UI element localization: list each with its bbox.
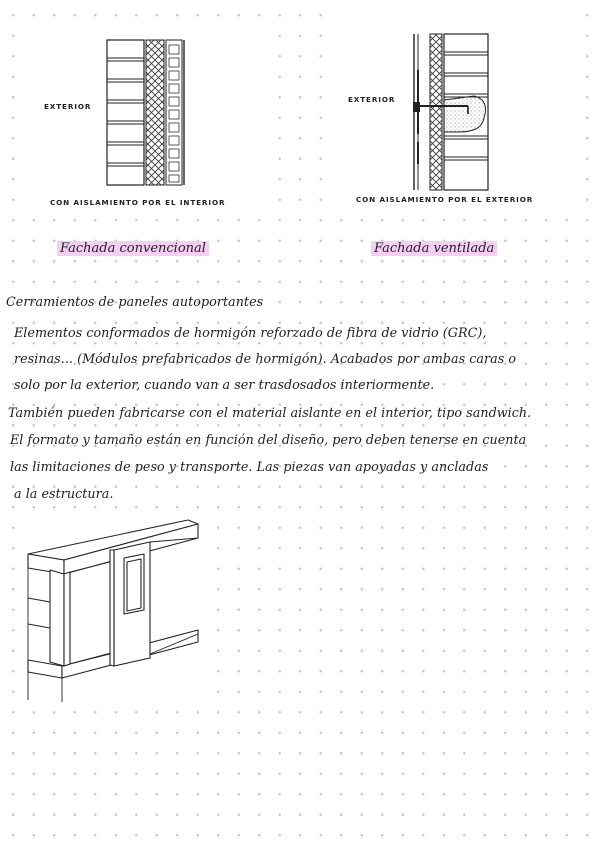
exterior-label: EXTERIOR [44,102,92,111]
panel-isometric-drawing [22,514,200,704]
wall-section-graphic [22,18,277,218]
notes-line: El formato y tamaño están en función del diseño, pero deben tenerse en cuenta [10,432,527,447]
section-drawing-interior-insulation [22,18,277,218]
notes-line: Elementos conformados de hormigón reforzado de fibra de vidrio (GRC), [14,325,487,340]
notes-line: solo por la exterior, cuando van a ser trasdosados interiormente. [14,377,435,392]
notes-line: las limitaciones de peso y transporte. Las piezas van apoyadas y ancladas [10,459,489,474]
ventilated-wall-section-graphic [338,14,570,218]
notes-line: resinas... (Módulos prefabricados de hormigón). Acabados por ambas caras o [14,351,517,366]
note-conventional-facade: Fachada convencional [57,241,209,256]
isometric-panel-graphic [22,514,200,704]
figure-caption: CON AISLAMIENTO POR EL EXTERIOR [356,195,534,204]
notes-line: a la estructura. [14,486,114,501]
notes-title: Cerramientos de paneles autoportantes [6,294,264,309]
notes-line: También pueden fabricarse con el material aislante en el interior, tipo sandwich. [8,405,532,420]
note-ventilated-facade: Fachada ventilada [371,241,497,256]
figure-caption: CON AISLAMIENTO POR EL INTERIOR [50,198,226,207]
section-drawing-exterior-insulation [338,14,570,218]
exterior-label: EXTERIOR [348,95,396,104]
